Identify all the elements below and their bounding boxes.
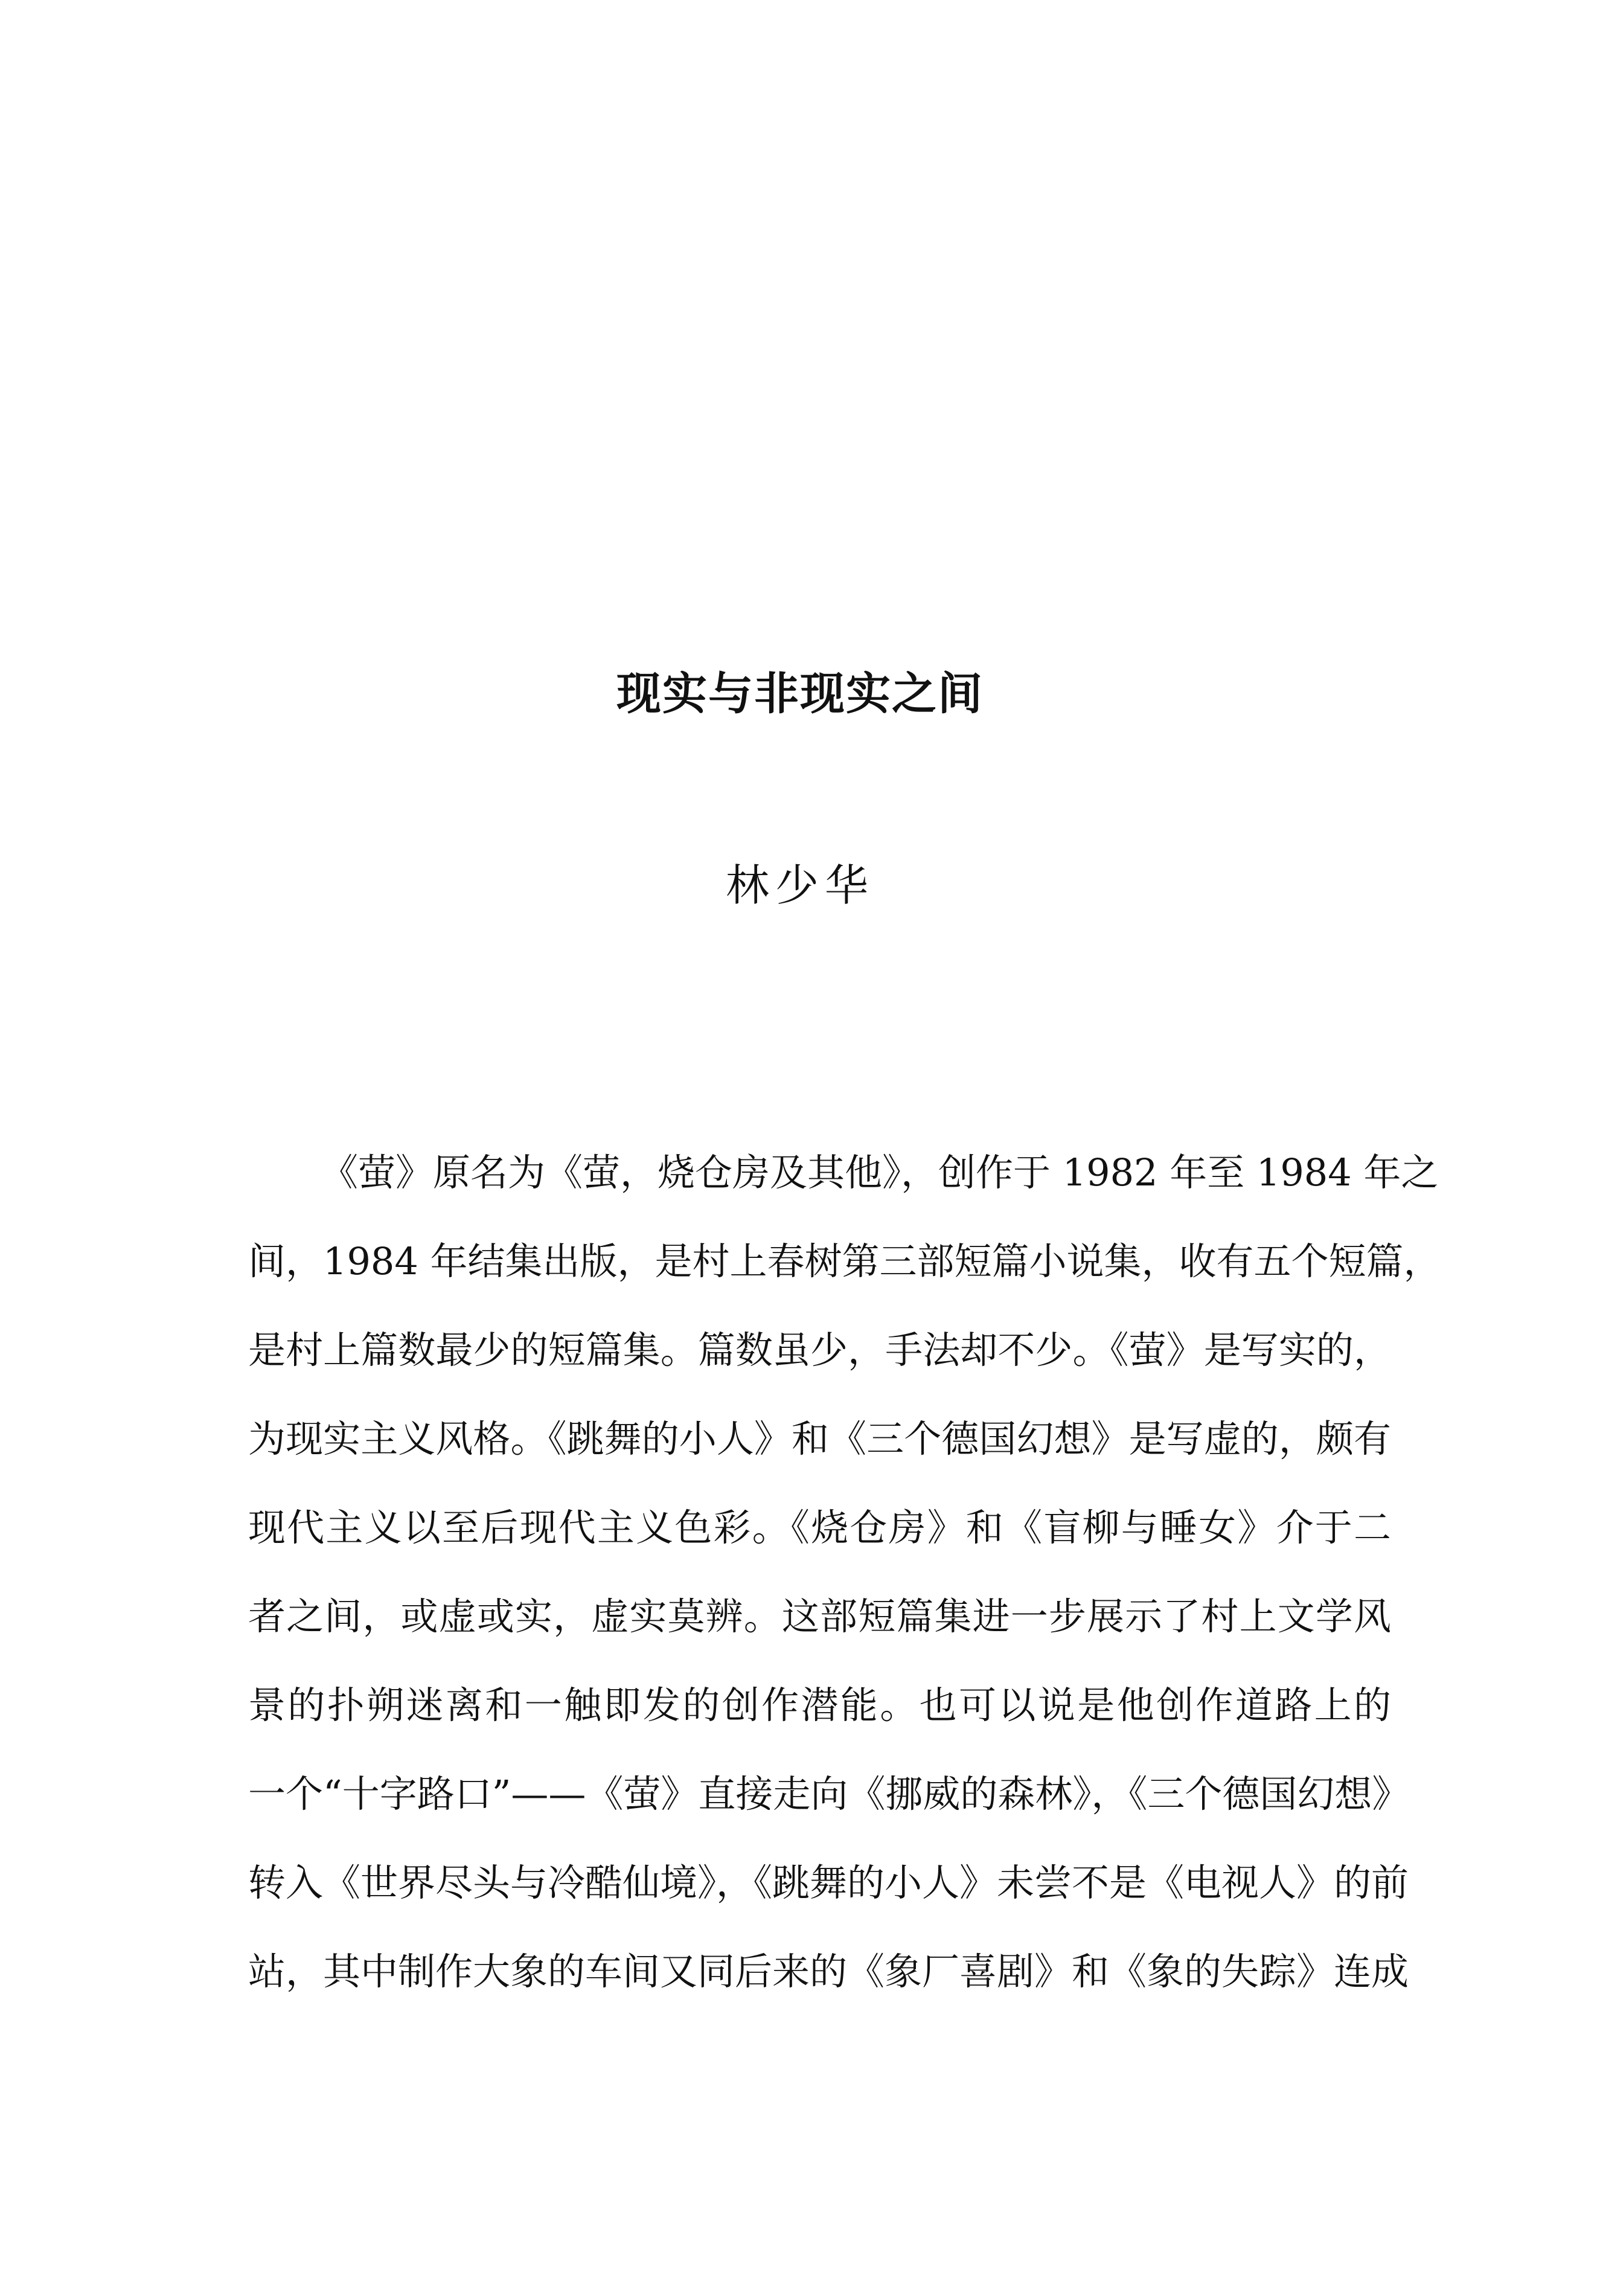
article-title: 现实与非现实之间	[616, 668, 984, 720]
article-author: 林少华	[725, 860, 874, 911]
body-line: 是村上篇数最少的短篇集。篇数虽少，手法却不少。《萤》是写实的，	[248, 1328, 1391, 1372]
body-line: 转入《世界尽头与冷酷仙境》，《跳舞的小人》未尝不是《电视人》的前	[248, 1861, 1409, 1905]
article-body	[248, 1128, 1441, 2016]
body-line: 一个“十字路口”——《萤》直接走向《挪威的森林》，《三个德国幻想》	[248, 1772, 1410, 1816]
body-line: 《萤》原名为《萤，烧仓房及其他》，创作于 1982 年至 1984 年之	[321, 1150, 1439, 1194]
body-line: 站，其中制作大象的车间又同后来的《象厂喜剧》和《象的失踪》连成	[248, 1949, 1409, 1993]
body-line: 景的扑朔迷离和一触即发的创作潜能。也可以说是他创作道路上的	[248, 1683, 1391, 1727]
body-line: 现代主义以至后现代主义色彩。《烧仓房》和《盲柳与睡女》介于二	[248, 1506, 1391, 1550]
body-line: 者之间，或虚或实，虚实莫辨。这部短篇集进一步展示了村上文学风	[248, 1594, 1391, 1638]
body-line: 为现实主义风格。《跳舞的小人》和《三个德国幻想》是写虚的，颇有	[248, 1417, 1391, 1461]
body-line: 间，1984 年结集出版，是村上春树第三部短篇小说集，收有五个短篇，	[248, 1239, 1441, 1283]
